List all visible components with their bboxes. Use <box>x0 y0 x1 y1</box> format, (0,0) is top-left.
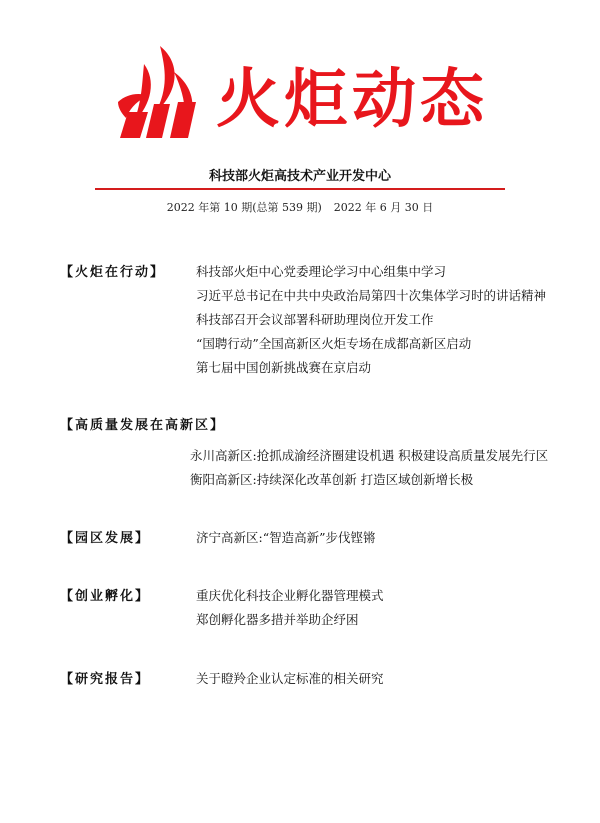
article-link[interactable]: 永川高新区:抢抓成渝经济圈建设机遇 积极建设高质量发展先行区 <box>190 448 549 463</box>
header-divider <box>95 188 505 190</box>
article-link[interactable]: 科技部火炬中心党委理论学习中心组集中学习 <box>196 264 447 279</box>
article-link[interactable]: 衡阳高新区:持续深化改革创新 打造区域创新增长极 <box>190 472 474 487</box>
issue-info <box>0 199 600 215</box>
article-link[interactable]: 重庆优化科技企业孵化器管理模式 <box>196 588 384 603</box>
section-label: 【高质量发展在高新区】 <box>60 418 226 433</box>
article-link[interactable]: “国聘行动”全国高新区火炬专场在成都高新区启动 <box>196 336 472 351</box>
masthead <box>0 0 600 160</box>
total-issue-number: (总第 539 期) <box>252 201 322 214</box>
section-label: 【研究报告】 <box>60 672 151 687</box>
article-link[interactable]: 济宁高新区:“智造高新”步伐铿锵 <box>196 530 376 545</box>
section-label: 【创业孵化】 <box>60 589 151 604</box>
masthead-title: 火炬动态 <box>216 63 488 137</box>
section-label: 【园区发展】 <box>60 531 151 546</box>
torch-flame-logo <box>104 42 216 142</box>
article-link[interactable]: 科技部召开会议部署科研助理岗位开发工作 <box>196 312 434 327</box>
issue-date: 2022 年 6 月 30 日 <box>333 201 434 214</box>
article-link[interactable]: 第七届中国创新挑战赛在京启动 <box>196 360 372 375</box>
issue-number: 2022 年第 10 期 <box>166 201 253 214</box>
article-link[interactable]: 郑创孵化器多措并举助企纾困 <box>196 612 359 627</box>
article-link[interactable]: 关于瞪羚企业认定标准的相关研究 <box>196 671 384 686</box>
organization-name: 科技部火炬高技术产业开发中心 <box>208 169 391 184</box>
article-link[interactable]: 习近平总书记在中共中央政治局第四十次集体学习时的讲话精神 <box>196 288 547 303</box>
section-label: 【火炬在行动】 <box>60 265 166 280</box>
